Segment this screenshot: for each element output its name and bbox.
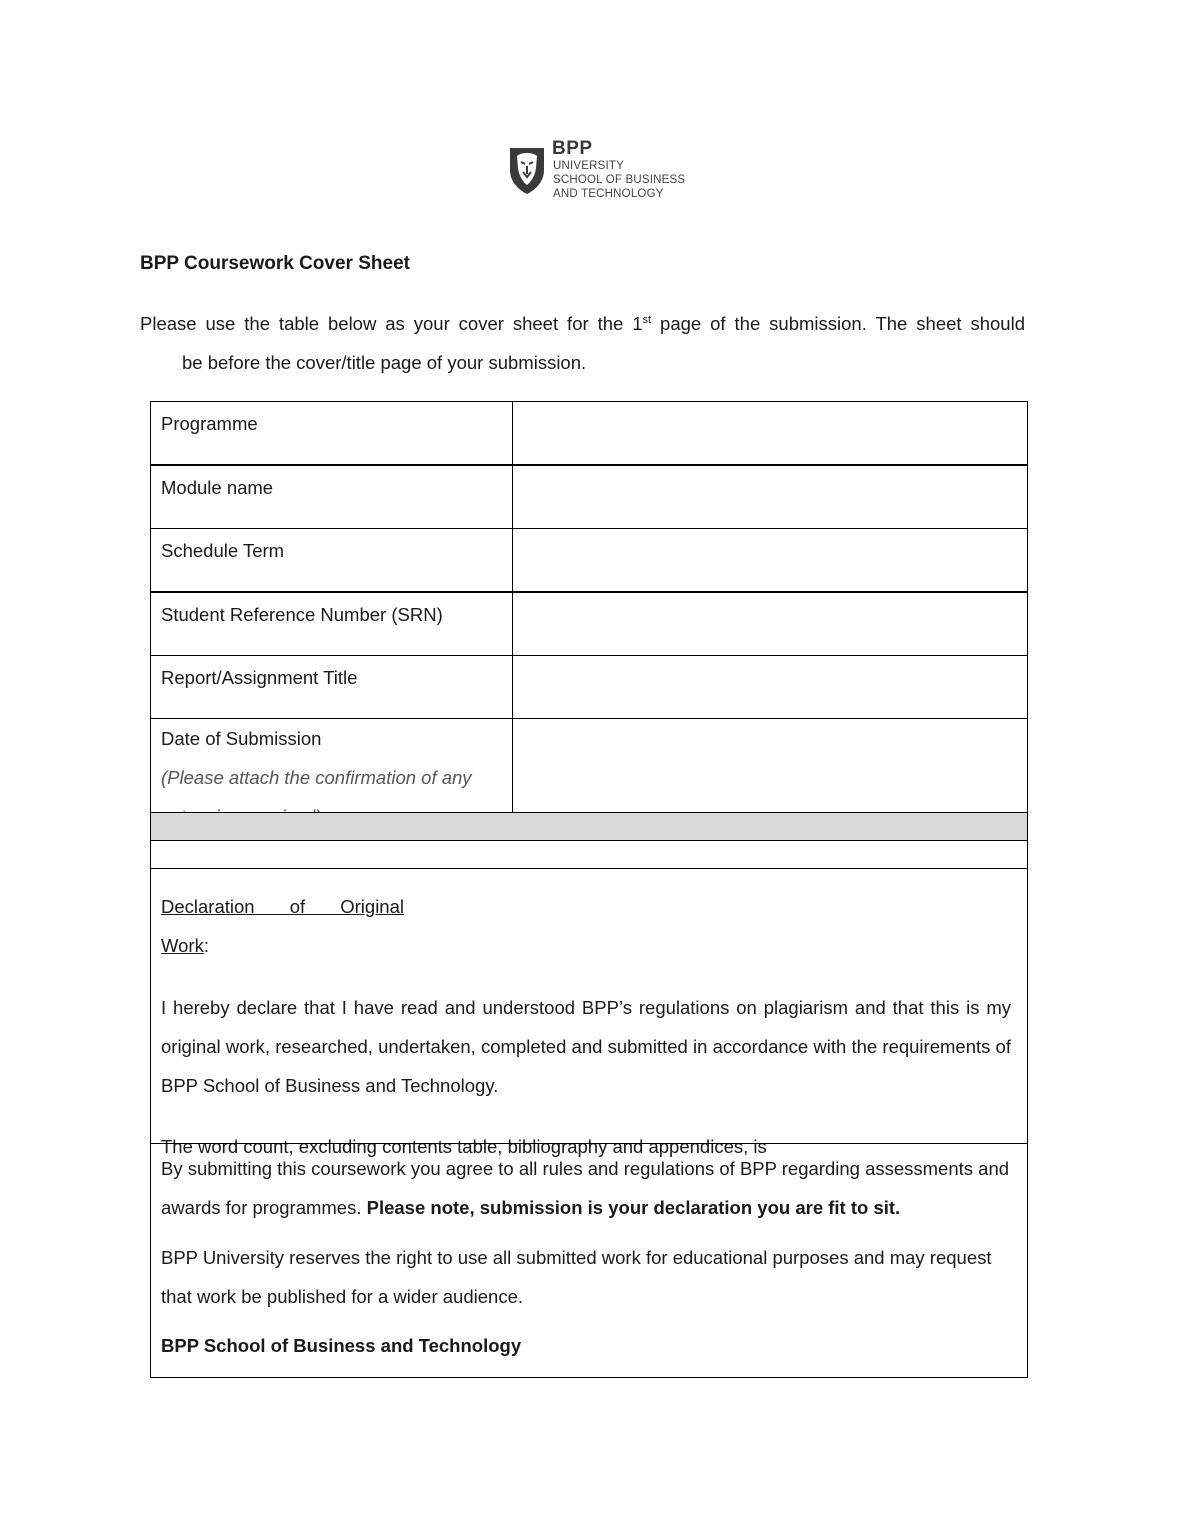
form-row-schedule-term — [150, 528, 1028, 592]
bpp-logo — [507, 138, 687, 202]
declaration-word-count-text: The word count, excluding contents table, bibliography and appendices, is — [161, 1136, 767, 1157]
intro-line-1: Please use the table below as your cover sheet for the 1st page of the submission. The sheet should — [140, 313, 1025, 334]
logo-brand: BPP — [552, 138, 593, 159]
form-row-srn — [150, 592, 1028, 656]
form-row-programme — [150, 401, 1028, 465]
form-row-report-title — [150, 655, 1028, 719]
lion-shield-icon — [507, 144, 547, 196]
terms-box — [150, 1143, 1028, 1378]
declaration-title: Declaration of Original Work: — [161, 896, 404, 956]
fit-to-sit-note: Please note, submission is your declaration you are fit to sit. — [366, 1197, 901, 1218]
row-label: Student Reference Number (SRN) — [161, 604, 443, 625]
logo-line-school: SCHOOL OF BUSINESS — [553, 174, 686, 186]
row-label: Programme — [161, 413, 258, 434]
row-label: Report/Assignment Title — [161, 667, 358, 688]
row-label: Module name — [161, 477, 274, 498]
intro-line-2: be before the cover/title page of your submission. — [182, 352, 587, 373]
form-row-date-of-submission — [150, 718, 1028, 813]
page-title: BPP Coursework Cover Sheet — [140, 253, 410, 274]
empty-row — [150, 840, 1028, 869]
terms-text: By submitting this coursework you agree to all rules and regulations of BPP regarding assessments and awards for programmes. Please note, submission is your declaration you are fit to sit. — [161, 1158, 1010, 1218]
declaration-box — [150, 868, 1028, 1157]
row-label: Schedule Term — [161, 540, 285, 561]
school-signoff: BPP School of Business and Technology — [161, 1335, 522, 1356]
intro-paragraph — [140, 304, 1025, 382]
declaration-text: I hereby declare that I have read and understood BPP’s regulations on plagiarism and that this is my original work, researched, undertaken, completed and submitted in accordance with the requirements of BPP School of Business and Technology. — [161, 997, 1011, 1096]
date-note: (Please attach the confirmation of any — [161, 767, 472, 788]
form-row-module-name — [150, 465, 1028, 529]
logo-line-technology: AND TECHNOLOGY — [553, 188, 664, 200]
usage-rights-text: BPP University reserves the right to use all submitted work for educational purposes and may request that work be published for a wider audience. — [161, 1247, 992, 1307]
logo-line-university: UNIVERSITY — [553, 160, 625, 172]
date-label: Date of Submission — [161, 728, 322, 749]
section-separator — [150, 812, 1028, 841]
